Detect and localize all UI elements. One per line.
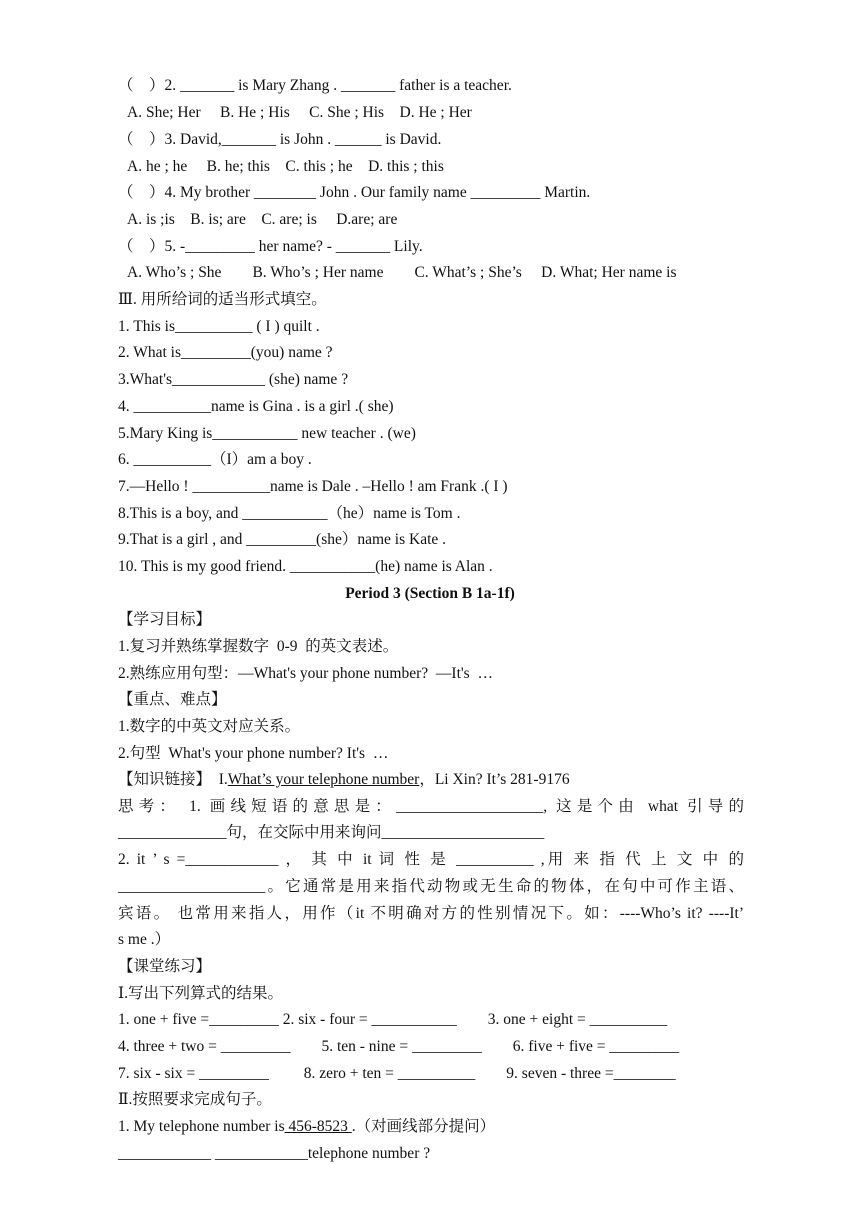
period-title: Period 3 (Section B 1a-1f) <box>345 585 515 602</box>
section-3-heading: Ⅲ. 用所给词的适当形式填空。 <box>118 291 327 308</box>
think-line-6: s me .） <box>118 931 171 948</box>
knowledge-prefix: 【知识链接】 I. <box>118 771 228 788</box>
fill-item-5: 5.Mary King is___________ new teacher . (we) <box>118 425 416 442</box>
question-3: （ ）3. David,_______ is John . ______ is David. <box>118 131 442 148</box>
keypoint-1: 1.数字的中英文对应关系。 <box>118 718 301 735</box>
fill-item-3: 3.What's____________ (she) name ? <box>118 371 349 388</box>
question-2: （ ）2. _______ is Mary Zhang . _______ father is a teacher. <box>118 77 512 94</box>
question-4-options: A. is ;is B. is; are C. are; is D.are; are <box>127 211 398 228</box>
think-line-4: ___________________。它通常是用来指代动物或无生命的物体，在句中可作主语、 <box>118 878 744 895</box>
rewrite-suffix: .（对画线部分提问） <box>351 1118 496 1135</box>
knowledge-link <box>118 769 744 791</box>
fill-item-8: 8.This is a boy, and ___________（he）name is Tom . <box>118 505 461 522</box>
arithmetic-row-1: 1. one + five =_________ 2. six - four = ___________ 3. one + eight = __________ <box>118 1011 668 1028</box>
rewrite-prefix: 1. My telephone number is <box>118 1118 285 1135</box>
rewrite-item-1 <box>118 1116 744 1138</box>
think-line-5: 宾语。 也常用来指人，用作（it 不明确对方的性别情况下。如：----Who’s it? ----It’ <box>118 905 744 922</box>
fill-item-10: 10. This is my good friend. ___________(he) name is Alan . <box>118 558 493 575</box>
question-4: （ ）4. My brother ________ John . Our family name _________ Martin. <box>118 184 591 201</box>
fill-item-7: 7.—Hello ! __________name is Dale . –Hello ! am Frank .( I ) <box>118 478 508 495</box>
think-line-1: 思考： 1. 画线短语的意思是：___________________, 这是个由 what 引导的 <box>118 798 744 815</box>
think-line-3: 2. it ’ s =____________ ， 其 中 it 词 性 是 __________ ,用 来 指 代 上 文 中 的 <box>118 851 744 868</box>
fill-item-6: 6. __________（I）am a boy . <box>118 451 312 468</box>
keypoint-2: 2.句型 What's your phone number? It's … <box>118 745 389 762</box>
fill-item-4: 4. __________name is Gina . is a girl .( she) <box>118 398 394 415</box>
knowledge-underlined: What’s your telephone number <box>227 771 420 788</box>
question-5-options: A. Who’s ; She B. Who’s ; Her name C. What’s ; She’s D. What; Her name is <box>127 264 677 281</box>
goal-2: 2.熟练应用句型：—What's your phone number? —It's … <box>118 665 493 682</box>
goals-heading: 【学习目标】 <box>118 611 212 628</box>
arithmetic-row-2: 4. three + two = _________ 5. ten - nine = _________ 6. five + five = _________ <box>118 1038 680 1055</box>
question-2-options: A. She; Her B. He ; His C. She ; His D. He ; Her <box>127 104 472 121</box>
practice-part-2-heading: Ⅱ.按照要求完成句子。 <box>118 1091 272 1108</box>
think-line-2: ______________句，在交际中用来询问_____________________ <box>118 824 545 841</box>
keypoints-heading: 【重点、难点】 <box>118 691 227 708</box>
rewrite-underlined: 456-8523 <box>284 1118 352 1135</box>
fill-item-1: 1. This is__________ ( I ) quilt . <box>118 318 320 335</box>
knowledge-suffix: ，Li Xin? It’s 281-9176 <box>419 771 570 788</box>
practice-heading: 【课堂练习】 <box>118 958 212 975</box>
question-3-options: A. he ; he B. he; this C. this ; he D. this ; this <box>127 158 444 175</box>
goal-1: 1.复习并熟练掌握数字 0-9 的英文表述。 <box>118 638 399 655</box>
fill-item-2: 2. What is_________(you) name ? <box>118 344 333 361</box>
question-5: （ ）5. -_________ her name? - _______ Lily. <box>118 238 423 255</box>
fill-item-9: 9.That is a girl , and _________(she）name is Kate . <box>118 531 447 548</box>
practice-part-1-heading: Ⅰ.写出下列算式的结果。 <box>118 985 283 1002</box>
arithmetic-row-3: 7. six - six = _________ 8. zero + ten = __________ 9. seven - three =________ <box>118 1065 676 1082</box>
rewrite-answer: ____________ ____________telephone number ? <box>118 1145 431 1162</box>
